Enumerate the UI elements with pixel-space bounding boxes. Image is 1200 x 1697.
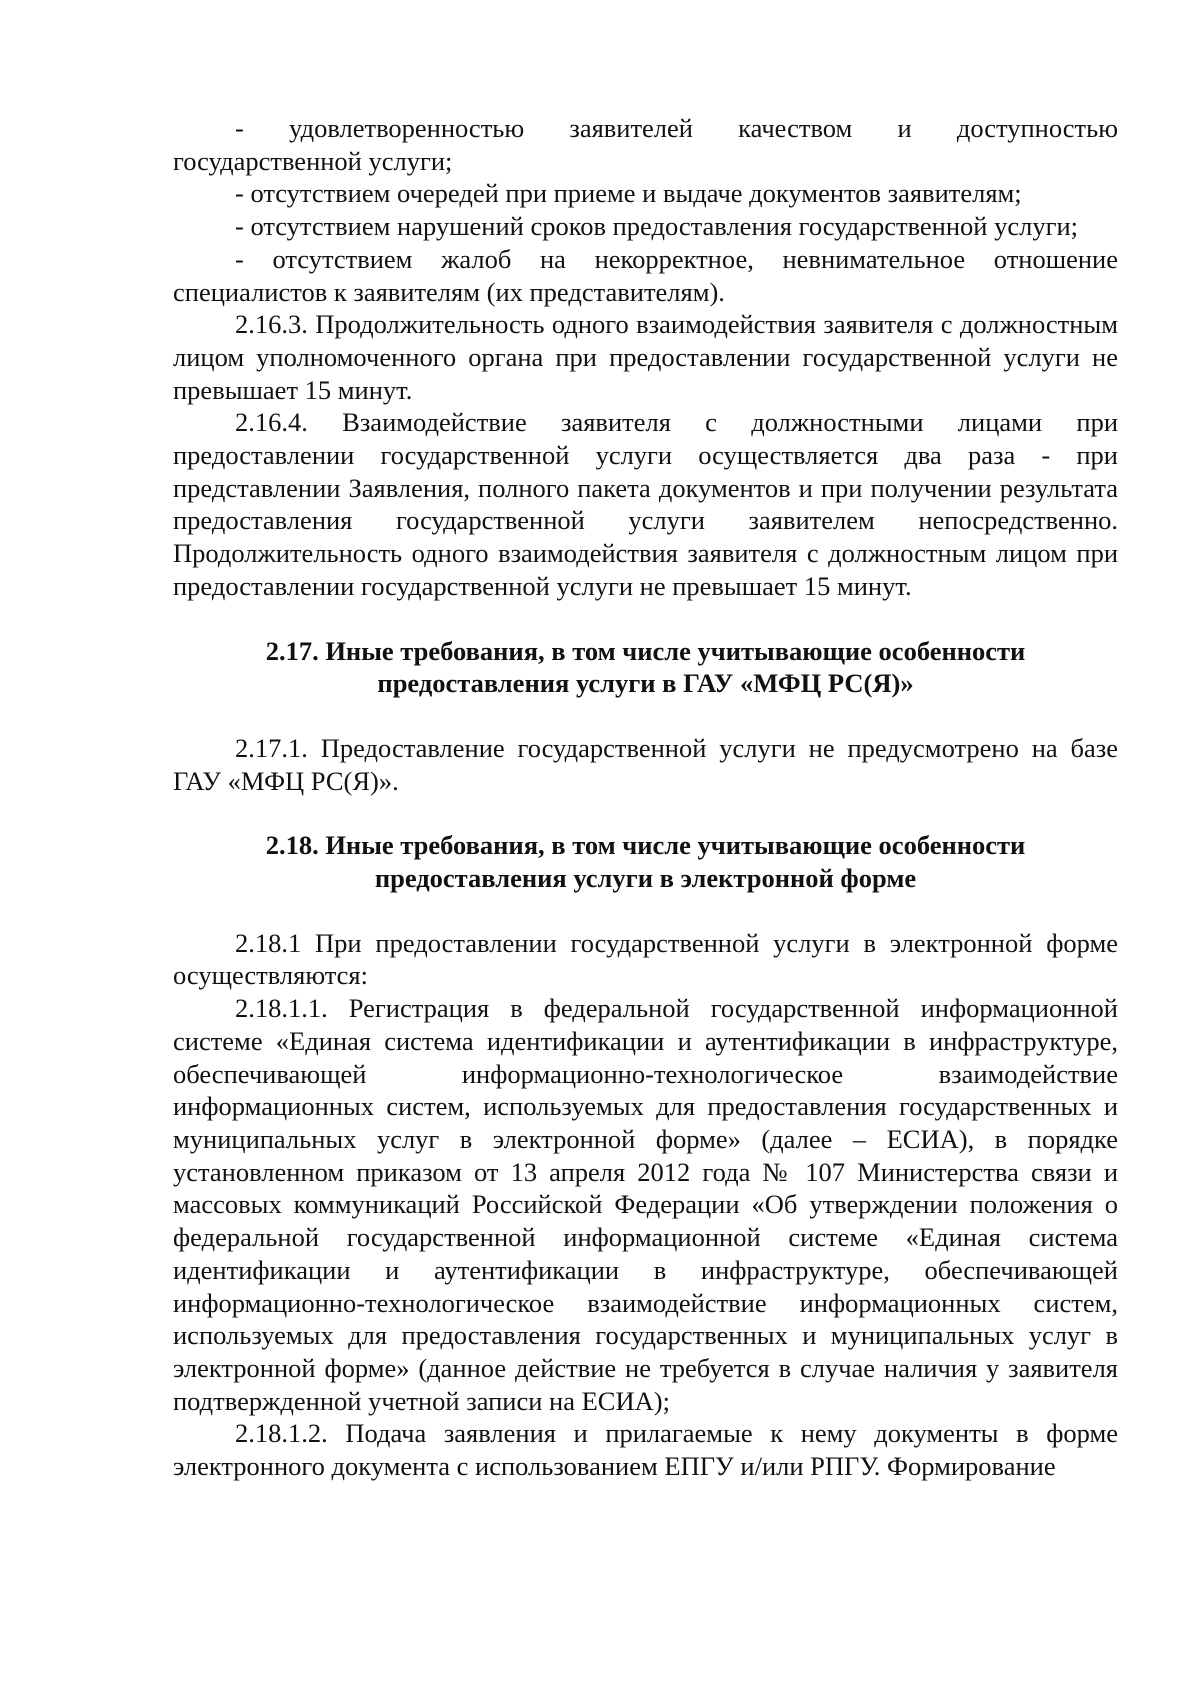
section-heading-line: 2.17. Иные требования, в том числе учитывающие особенности xyxy=(265,635,1026,666)
paragraph-2-18-1-1: 2.18.1.1. Регистрация в федеральной государственной информационной системе «Единая система идентификации и аутентификации в инфраструктуре, обеспечивающей информационно-технологическое взаимодействие информационных систем, используемых для предоставления государственных и муниципальных услуг в электронной форме» (далее – ЕСИА), в порядке установленном приказом от 13 апреля 2012 года № 107 Министерства связи и массовых коммуникаций Российской Федерации «Об утверждении положения о федеральной государственной информационной системе «Единая система идентификации и аутентификации в инфраструктуре, обеспечивающей информационно-технологическое взаимодействие информационных систем, используемых для предоставления государственных и муниципальных услуг в электронной форме» (данное действие не требуется в случае наличия у заявителя подтвержденной учетной записи на ЕСИА); xyxy=(173,993,1118,1416)
section-heading-line: предоставления услуги в ГАУ «МФЦ РС(Я)» xyxy=(377,668,914,699)
section-heading-line: 2.18. Иные требования, в том числе учитывающие особенности xyxy=(265,830,1026,861)
paragraph-2-18-1-2: 2.18.1.2. Подача заявления и прилагаемые к нему документы в форме электронного документа с использованием ЕПГУ и/или РПГУ. Формирование xyxy=(173,1418,1118,1482)
section-heading-2-18 xyxy=(173,829,1118,894)
section-heading-line: предоставления услуги в электронной форме xyxy=(374,863,917,894)
spacer xyxy=(173,895,1118,927)
paragraph-2-17-1: 2.17.1. Предоставление государственной услуги не предусмотрено на базе ГАУ «МФЦ РС(Я)». xyxy=(173,732,1118,796)
paragraph-no-queues: - отсутствием очередей при приеме и выдаче документов заявителям; xyxy=(235,178,1022,209)
section-heading-2-17 xyxy=(173,635,1118,700)
paragraph-2-18-1: 2.18.1 При предоставлении государственной услуги в электронной форме осуществляются: xyxy=(173,927,1118,991)
spacer xyxy=(173,700,1118,732)
spacer xyxy=(173,603,1118,635)
paragraph-2-16-3: 2.16.3. Продолжительность одного взаимодействия заявителя с должностным лицом уполномоченного органа при предоставлении государственной услуги не превышает 15 минут. xyxy=(173,309,1118,405)
document-page xyxy=(173,112,1118,1483)
paragraph-2-16-4: 2.16.4. Взаимодействие заявителя с должностными лицами при предоставлении государственной услуги осуществляется два раза - при представлении Заявления, полного пакета документов и при получении результата предоставления государственной услуги заявителем непосредственно. Продолжительность одного взаимодействия заявителя с должностным лицом при предоставлении государственной услуги не превышает 15 минут. xyxy=(173,407,1118,601)
paragraph-no-complaints: - отсутствием жалоб на некорректное, невнимательное отношение специалистов к заявителям (их представителям). xyxy=(173,243,1118,307)
paragraph-satisfaction: - удовлетворенностью заявителей качеством и доступностью государственной услуги; xyxy=(173,113,1118,176)
paragraph-no-violations: - отсутствием нарушений сроков предоставления государственной услуги; xyxy=(235,211,1079,242)
spacer xyxy=(173,797,1118,829)
